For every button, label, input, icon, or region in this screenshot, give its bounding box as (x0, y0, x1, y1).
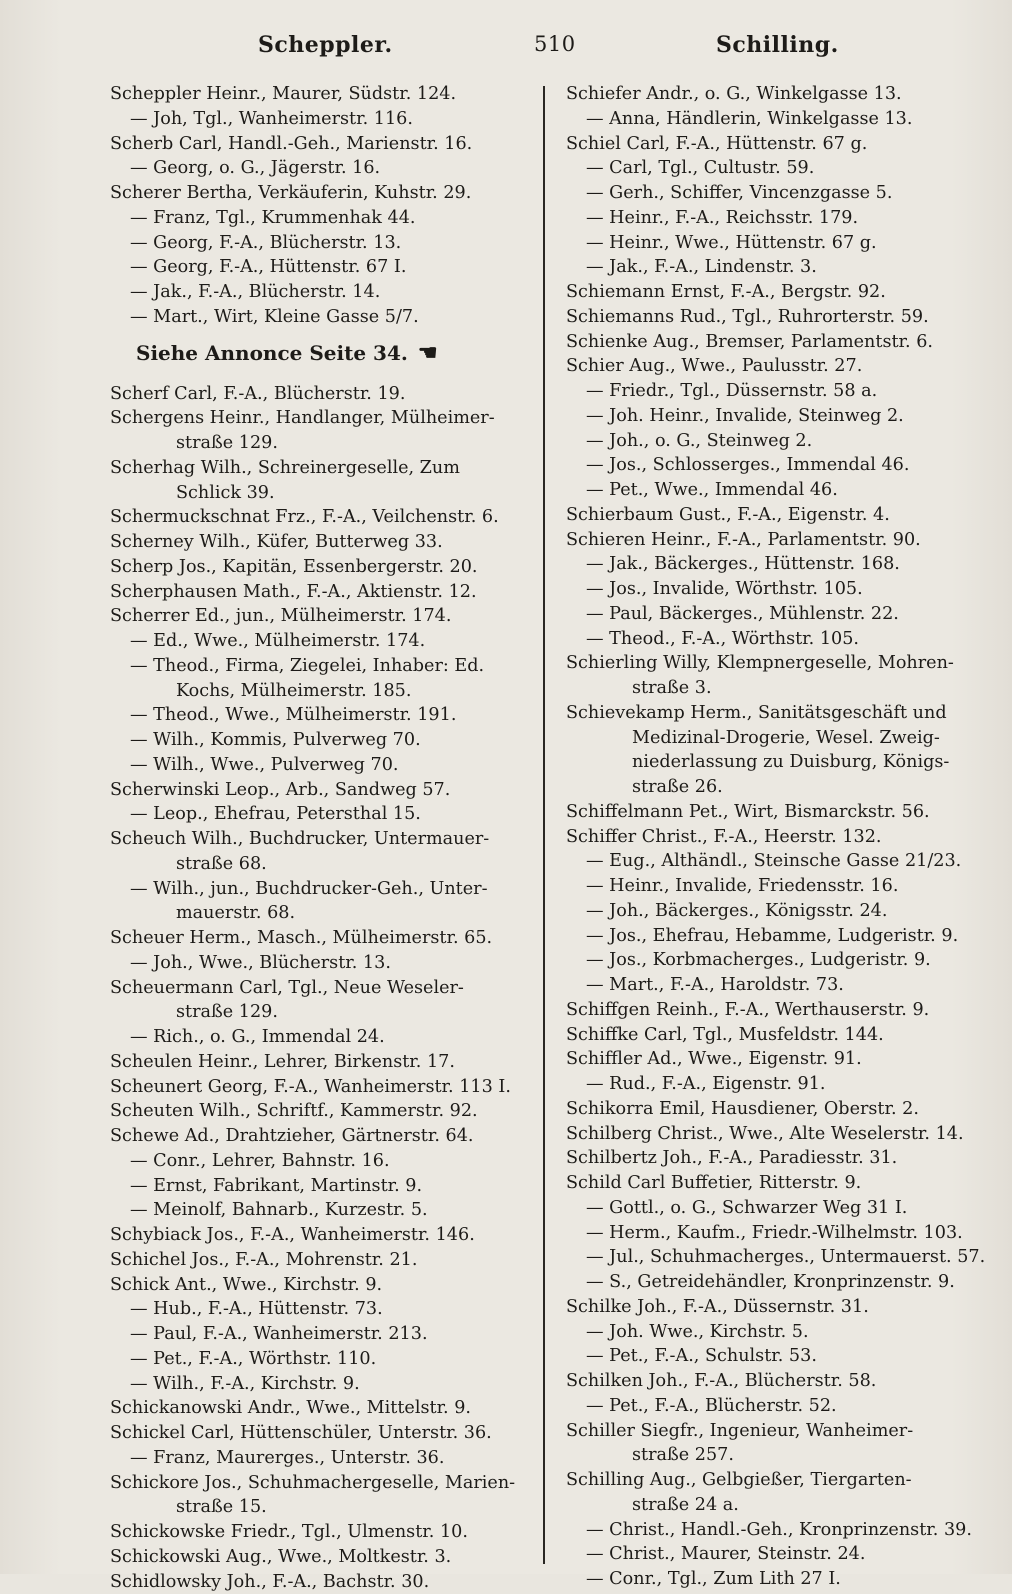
directory-entry-line: Scheunert Georg, F.-A., Wanheimerstr. 113 I. (110, 1075, 530, 1100)
directory-entry-line: — Jul., Schuhmacherges., Untermauerst. 57. (566, 1245, 990, 1270)
directory-entry-line: Schiffke Carl, Tgl., Musfeldstr. 144. (566, 1023, 990, 1048)
directory-entry-line: — Joh. Heinr., Invalide, Steinweg 2. (566, 404, 990, 429)
directory-entry-line: — Georg, o. G., Jägerstr. 16. (110, 156, 530, 181)
directory-entry-line: — Joh., Wwe., Blücherstr. 13. (110, 951, 530, 976)
directory-entry-line: — Gottl., o. G., Schwarzer Weg 31 I. (566, 1196, 990, 1221)
annonce-text: Siehe Annonce Seite 34. (136, 341, 408, 365)
directory-entry-line: — Pet., F.-A., Schulstr. 53. (566, 1344, 990, 1369)
directory-entry-line: — Hub., F.-A., Hüttenstr. 73. (110, 1297, 530, 1322)
directory-entry-line: Schickanowski Andr., Wwe., Mittelstr. 9. (110, 1396, 530, 1421)
directory-entry-line: straße 257. (566, 1443, 990, 1468)
header-left-keyword: Scheppler. (258, 32, 393, 58)
directory-entry-line: Schermuckschnat Frz., F.-A., Veilchenstr. 6. (110, 505, 530, 530)
directory-entry-line: — Wilh., jun., Buchdrucker-Geh., Unter- (110, 877, 530, 902)
directory-entry-line: Scheppler Heinr., Maurer, Südstr. 124. (110, 82, 530, 107)
directory-entry-line: Schilke Joh., F.-A., Düssernstr. 31. (566, 1295, 990, 1320)
directory-entry-line: Scherwinski Leop., Arb., Sandweg 57. (110, 778, 530, 803)
directory-entry-line: Medizinal-Drogerie, Wesel. Zweig- (566, 726, 990, 751)
directory-entry-line: Schierbaum Gust., F.-A., Eigenstr. 4. (566, 503, 990, 528)
directory-entry-line: — Christ., Handl.-Geh., Kronprinzenstr. 39. (566, 1518, 990, 1543)
directory-entry-line: straße 129. (110, 431, 530, 456)
directory-entry-line: Schickel Carl, Hüttenschüler, Unterstr. 36. (110, 1421, 530, 1446)
directory-entry-line: Schier Aug., Wwe., Paulusstr. 27. (566, 354, 990, 379)
directory-entry-line: Schilbertz Joh., F.-A., Paradiesstr. 31. (566, 1146, 990, 1171)
directory-entry-line: — Franz, Maurerges., Unterstr. 36. (110, 1446, 530, 1471)
directory-entry-line: Schilling Aug., Gelbgießer, Tiergarten- (566, 1468, 990, 1493)
directory-entry-line: — Mart., Wirt, Kleine Gasse 5/7. (110, 305, 530, 330)
directory-entry-line: Scherrer Ed., jun., Mülheimerstr. 174. (110, 604, 530, 629)
directory-entry-line: — Eug., Althändl., Steinsche Gasse 21/23. (566, 849, 990, 874)
column-divider (543, 86, 545, 1564)
directory-entry-line: Scheulen Heinr., Lehrer, Birkenstr. 17. (110, 1050, 530, 1075)
directory-entry-line: Schiefer Andr., o. G., Winkelgasse 13. (566, 82, 990, 107)
directory-entry-line: mauerstr. 68. (110, 901, 530, 926)
directory-entry-line: Scheuermann Carl, Tgl., Neue Weseler- (110, 976, 530, 1001)
directory-entry-line: Schiffer Christ., F.-A., Heerstr. 132. (566, 825, 990, 850)
directory-entry-line: — Meinolf, Bahnarb., Kurzestr. 5. (110, 1198, 530, 1223)
annonce-notice (110, 334, 530, 372)
directory-entry-line: — Heinr., F.-A., Reichsstr. 179. (566, 206, 990, 231)
directory-entry-line: Schikorra Emil, Hausdiener, Oberstr. 2. (566, 1097, 990, 1122)
directory-entry-line: Scherp Jos., Kapitän, Essenbergerstr. 20. (110, 555, 530, 580)
directory-entry-line: — S., Getreidehändler, Kronprinzenstr. 9. (566, 1270, 990, 1295)
directory-entry-line: Schiller Siegfr., Ingenieur, Wanheimer- (566, 1419, 990, 1444)
directory-entry-line: — Joh., o. G., Steinweg 2. (566, 429, 990, 454)
directory-entry-line: Schieren Heinr., F.-A., Parlamentstr. 90. (566, 528, 990, 553)
directory-entry-line: — Christ., Maurer, Steinstr. 24. (566, 1542, 990, 1567)
directory-entry-line: Schybiack Jos., F.-A., Wanheimerstr. 146. (110, 1223, 530, 1248)
directory-entry-line: — Gerh., Schiffer, Vincenzgasse 5. (566, 181, 990, 206)
directory-entry-line: — Joh., Bäckerges., Königsstr. 24. (566, 899, 990, 924)
directory-entry-line: — Wilh., Wwe., Pulverweg 70. (110, 753, 530, 778)
directory-entry-line: — Joh, Tgl., Wanheimerstr. 116. (110, 107, 530, 132)
directory-entry-line: — Rud., F.-A., Eigenstr. 91. (566, 1072, 990, 1097)
directory-entry-line: — Jos., Schlosserges., Immendal 46. (566, 453, 990, 478)
directory-entry-line: — Mart., F.-A., Haroldstr. 73. (566, 973, 990, 998)
directory-entry-line: Schiffelmann Pet., Wirt, Bismarckstr. 56. (566, 800, 990, 825)
directory-entry-line: — Theod., Firma, Ziegelei, Inhaber: Ed. (110, 654, 530, 679)
directory-entry-line: — Pet., F.-A., Blücherstr. 52. (566, 1394, 990, 1419)
directory-entry-line: Scheuer Herm., Masch., Mülheimerstr. 65. (110, 926, 530, 951)
directory-entry-line: straße 68. (110, 852, 530, 877)
directory-entry-line: — Georg, F.-A., Blücherstr. 13. (110, 231, 530, 256)
directory-entry-line: Schickowske Friedr., Tgl., Ulmenstr. 10. (110, 1520, 530, 1545)
directory-entry-line: straße 129. (110, 1000, 530, 1025)
directory-entry-line: Scherphausen Math., F.-A., Aktienstr. 12. (110, 580, 530, 605)
directory-entry-line: Kochs, Mülheimerstr. 185. (110, 679, 530, 704)
directory-entry-line: — Herm., Kaufm., Friedr.-Wilhelmstr. 103. (566, 1221, 990, 1246)
directory-entry-line: — Joh. Wwe., Kirchstr. 5. (566, 1320, 990, 1345)
directory-entry-line: — Rich., o. G., Immendal 24. (110, 1025, 530, 1050)
directory-entry-line: Scheuch Wilh., Buchdrucker, Untermauer- (110, 827, 530, 852)
directory-entry-line: Scheuten Wilh., Schriftf., Kammerstr. 92. (110, 1099, 530, 1124)
directory-entry-line: — Franz, Tgl., Krummenhak 44. (110, 206, 530, 231)
directory-entry-line: — Pet., F.-A., Wörthstr. 110. (110, 1347, 530, 1372)
directory-entry-line: Schierling Willy, Klempnergeselle, Mohren- (566, 651, 990, 676)
directory-entry-line: — Conr., Tgl., Zum Lith 27 I. (566, 1567, 990, 1592)
directory-entry-line: straße 24 a. (566, 1493, 990, 1518)
page-number: 510 (534, 32, 576, 56)
directory-entry-line: — Jos., Ehefrau, Hebamme, Ludgeristr. 9. (566, 924, 990, 949)
directory-entry-line: Schickore Jos., Schuhmachergeselle, Marien- (110, 1471, 530, 1496)
header-right-keyword: Schilling. (716, 32, 839, 58)
page-header (0, 32, 1012, 66)
pointing-hand-icon: ☚ (418, 334, 438, 372)
directory-entry-line: — Heinr., Wwe., Hüttenstr. 67 g. (566, 231, 990, 256)
directory-entry-line: — Wilh., F.-A., Kirchstr. 9. (110, 1372, 530, 1397)
directory-entry-line: — Anna, Händlerin, Winkelgasse 13. (566, 107, 990, 132)
directory-entry-line: straße 15. (110, 1495, 530, 1520)
directory-entry-line: — Paul, F.-A., Wanheimerstr. 213. (110, 1322, 530, 1347)
directory-entry-line: straße 26. (566, 775, 990, 800)
directory-entry-line: — Pet., Wwe., Immendal 46. (566, 478, 990, 503)
directory-entry-line: — Jos., Invalide, Wörthstr. 105. (566, 577, 990, 602)
directory-entry-line: Schick Ant., Wwe., Kirchstr. 9. (110, 1273, 530, 1298)
directory-entry-line: Schiemanns Rud., Tgl., Ruhrorterstr. 59. (566, 305, 990, 330)
directory-entry-line: Scherer Bertha, Verkäuferin, Kuhstr. 29. (110, 181, 530, 206)
directory-entry-line: Schienke Aug., Bremser, Parlamentstr. 6. (566, 330, 990, 355)
directory-entry-line: Schiffler Ad., Wwe., Eigenstr. 91. (566, 1047, 990, 1072)
directory-entry-line: — Friedr., Tgl., Düssernstr. 58 a. (566, 379, 990, 404)
directory-entry-line: straße 3. (566, 676, 990, 701)
directory-entry-line: — Leop., Ehefrau, Petersthal 15. (110, 802, 530, 827)
directory-entry-line: Schidlowsky Joh., F.-A., Bachstr. 30. (110, 1570, 530, 1594)
directory-entry-line: Schiffgen Reinh., F.-A., Werthauserstr. 9. (566, 998, 990, 1023)
directory-entry-line: — Ernst, Fabrikant, Martinstr. 9. (110, 1174, 530, 1199)
directory-entry-line: Schiemann Ernst, F.-A., Bergstr. 92. (566, 280, 990, 305)
directory-entry-line: — Wilh., Kommis, Pulverweg 70. (110, 728, 530, 753)
directory-entry-line: Scherb Carl, Handl.-Geh., Marienstr. 16. (110, 132, 530, 157)
right-column (566, 82, 990, 1592)
directory-entry-line: Schilken Joh., F.-A., Blücherstr. 58. (566, 1369, 990, 1394)
directory-entry-line: Schild Carl Buffetier, Ritterstr. 9. (566, 1171, 990, 1196)
directory-entry-line: — Conr., Lehrer, Bahnstr. 16. (110, 1149, 530, 1174)
directory-entry-line: — Jak., F.-A., Lindenstr. 3. (566, 255, 990, 280)
directory-entry-line: Schickowski Aug., Wwe., Moltkestr. 3. (110, 1545, 530, 1570)
directory-entry-line: niederlassung zu Duisburg, Königs- (566, 750, 990, 775)
directory-entry-line: — Heinr., Invalide, Friedensstr. 16. (566, 874, 990, 899)
directory-entry-line: — Jos., Korbmacherges., Ludgeristr. 9. (566, 948, 990, 973)
directory-entry-line: Schievekamp Herm., Sanitätsgeschäft und (566, 701, 990, 726)
directory-entry-line: Schilberg Christ., Wwe., Alte Weselerstr. 14. (566, 1122, 990, 1147)
left-column (110, 82, 530, 1594)
directory-entry-line: — Theod., F.-A., Wörthstr. 105. (566, 627, 990, 652)
directory-entry-line: Scherhag Wilh., Schreinergeselle, Zum (110, 456, 530, 481)
directory-entry-line: Scherf Carl, F.-A., Blücherstr. 19. (110, 382, 530, 407)
directory-entry-line: — Georg, F.-A., Hüttenstr. 67 I. (110, 255, 530, 280)
directory-entry-line: — Paul, Bäckerges., Mühlenstr. 22. (566, 602, 990, 627)
directory-entry-line: — Theod., Wwe., Mülheimerstr. 191. (110, 703, 530, 728)
directory-entry-line: — Ed., Wwe., Mülheimerstr. 174. (110, 629, 530, 654)
directory-entry-line: Scherney Wilh., Küfer, Butterweg 33. (110, 530, 530, 555)
directory-entry-line: Schiel Carl, F.-A., Hüttenstr. 67 g. (566, 132, 990, 157)
directory-entry-line: Schichel Jos., F.-A., Mohrenstr. 21. (110, 1248, 530, 1273)
directory-entry-line: — Carl, Tgl., Cultustr. 59. (566, 156, 990, 181)
directory-entry-line: Schergens Heinr., Handlanger, Mülheimer- (110, 406, 530, 431)
directory-entry-line: — Jak., Bäckerges., Hüttenstr. 168. (566, 552, 990, 577)
directory-entry-line: Schlick 39. (110, 481, 530, 506)
directory-entry-line: — Jak., F.-A., Blücherstr. 14. (110, 280, 530, 305)
directory-entry-line: Schewe Ad., Drahtzieher, Gärtnerstr. 64. (110, 1124, 530, 1149)
